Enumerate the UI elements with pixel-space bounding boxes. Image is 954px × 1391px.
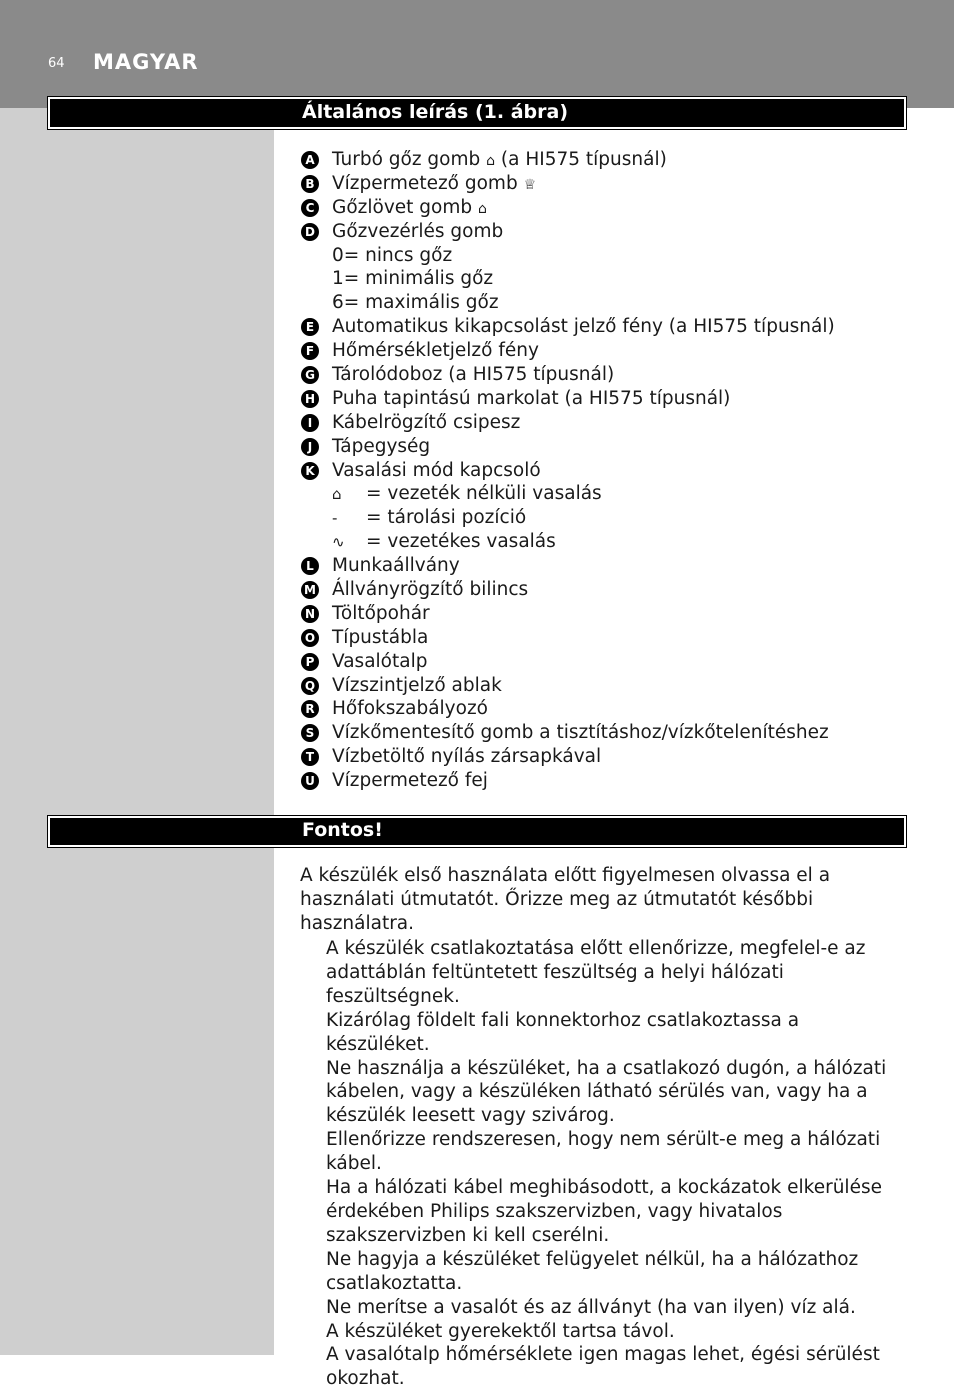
list-item: M Állványrögzítő bilincs	[300, 578, 835, 602]
warning-item: A vasalótalp hőmérséklete igen magas lehet, égési sérülést okozhat.	[326, 1344, 880, 1390]
list-item: P Vasalótalp	[300, 650, 835, 674]
storage-position-icon: -	[332, 509, 338, 528]
badge-a: A	[301, 151, 319, 169]
badge-b: B	[301, 175, 319, 193]
warning-item: Ellenőrizze rendszeresen, hogy nem sérült-e meg a hálózati kábel.	[326, 1129, 881, 1175]
badge-n: N	[301, 605, 319, 623]
list-item: J Tápegység	[300, 435, 835, 459]
section-title: Általános leírás (1. ábra)	[302, 101, 569, 123]
list-item: I Kábelrögzítő csipesz	[300, 411, 835, 435]
sub-item: ∿ = vezetékes vasalás	[300, 530, 835, 554]
sub-item: 6= maximális gőz	[332, 292, 499, 314]
badge-o: O	[301, 629, 319, 647]
list-item: O Típustábla	[300, 626, 835, 650]
parts-list	[300, 148, 835, 793]
badge-l: L	[301, 557, 319, 575]
badge-e: E	[301, 318, 319, 336]
sub-item: 0= nincs gőz	[332, 244, 453, 266]
list-item: T Vízbetöltő nyílás zársapkával	[300, 745, 835, 769]
badge-c: C	[301, 199, 319, 217]
list-item: A Turbó gőz gomb ⌂ (a HI575 típusnál)	[300, 148, 835, 172]
section-heading-general	[48, 97, 906, 129]
left-margin-column	[0, 108, 274, 1355]
list-item: K Vasalási mód kapcsoló	[300, 459, 835, 483]
corded-iron-icon: ∿	[332, 533, 345, 552]
section-title: Fontos!	[302, 819, 383, 841]
intro-paragraph: A készülék első használata előtt figyelmesen olvassa el a használati útmutatót. Őrizze meg az útmutatót későbbi használatra.	[300, 865, 831, 934]
list-item: E Automatikus kikapcsolást jelző fény (a HI575 típusnál)	[300, 315, 835, 339]
page-number: 64	[48, 56, 65, 71]
list-item: R Hőfokszabályozó	[300, 697, 835, 721]
list-item: S Vízkőmentesítő gomb a tisztításhoz/vízkőtelenítéshez	[300, 721, 835, 745]
warning-item: Ne használja a készüléket, ha a csatlakozó dugón, a hálózati kábelen, vagy a készüléken látható sérülés van, vagy ha a készülék leesett vagy szivárog.	[326, 1057, 887, 1127]
list-item: H Puha tapintású markolat (a HI575 típusnál)	[300, 387, 835, 411]
warnings-list	[326, 937, 906, 1391]
badge-r: R	[301, 700, 319, 718]
badge-t: T	[301, 748, 319, 766]
spray-icon: ♕	[523, 176, 537, 193]
list-item: C Gőzlövet gomb ⌂	[300, 196, 835, 220]
warning-item: Kizárólag földelt fali konnektorhoz csatlakoztassa a készüléket.	[326, 1009, 800, 1055]
badge-q: Q	[301, 677, 319, 695]
shot-of-steam-icon: ⌂	[478, 200, 487, 217]
list-item: F Hőmérsékletjelző fény	[300, 339, 835, 363]
sub-item: 1= minimális gőz	[332, 268, 494, 290]
badge-u: U	[301, 772, 319, 790]
warning-item: Ne hagyja a készüléket felügyelet nélkül, ha a hálózathoz csatlakoztatta.	[326, 1248, 859, 1294]
list-item: Q Vízszintjelző ablak	[300, 674, 835, 698]
badge-i: I	[301, 414, 319, 432]
badge-s: S	[301, 724, 319, 742]
badge-p: P	[301, 653, 319, 671]
list-item: U Vízpermetező fej	[300, 769, 835, 793]
list-item: N Töltőpohár	[300, 602, 835, 626]
language-heading: MAGYAR	[93, 50, 199, 74]
warning-item: A készülék csatlakoztatása előtt ellenőrizze, megfelel-e az adattáblán feltüntetett feszültség a helyi hálózati feszültségnek.	[326, 938, 866, 1007]
warning-item: Ha a hálózati kábel meghibásodott, a kockázatok elkerülése érdekében Philips szakszervizben, vagy hivatalos szakszervizben ki kell cserélni.	[326, 1177, 882, 1246]
list-item: D Gőzvezérlés gomb	[300, 220, 835, 244]
list-item: G Tárolódoboz (a HI575 típusnál)	[300, 363, 835, 387]
sub-item: - = tárolási pozíció	[300, 506, 835, 530]
cordless-iron-icon: ⌂	[332, 485, 342, 504]
badge-j: J	[301, 438, 319, 456]
badge-f: F	[301, 342, 319, 360]
badge-g: G	[301, 366, 319, 384]
badge-m: M	[301, 581, 319, 599]
turbo-steam-icon: ⌂	[486, 153, 496, 169]
sub-item: ⌂ = vezeték nélküli vasalás	[300, 482, 835, 506]
warning-item: Ne merítse a vasalót és az állványt (ha van ilyen) víz alá.	[326, 1296, 856, 1318]
badge-k: K	[301, 462, 319, 480]
badge-d: D	[301, 223, 319, 241]
warning-item: A készüléket gyerekektől tartsa távol.	[326, 1320, 675, 1342]
section-heading-important	[48, 816, 906, 847]
badge-h: H	[301, 390, 319, 408]
list-item: B Vízpermetező gomb ♕	[300, 172, 835, 196]
list-item: L Munkaállvány	[300, 554, 835, 578]
